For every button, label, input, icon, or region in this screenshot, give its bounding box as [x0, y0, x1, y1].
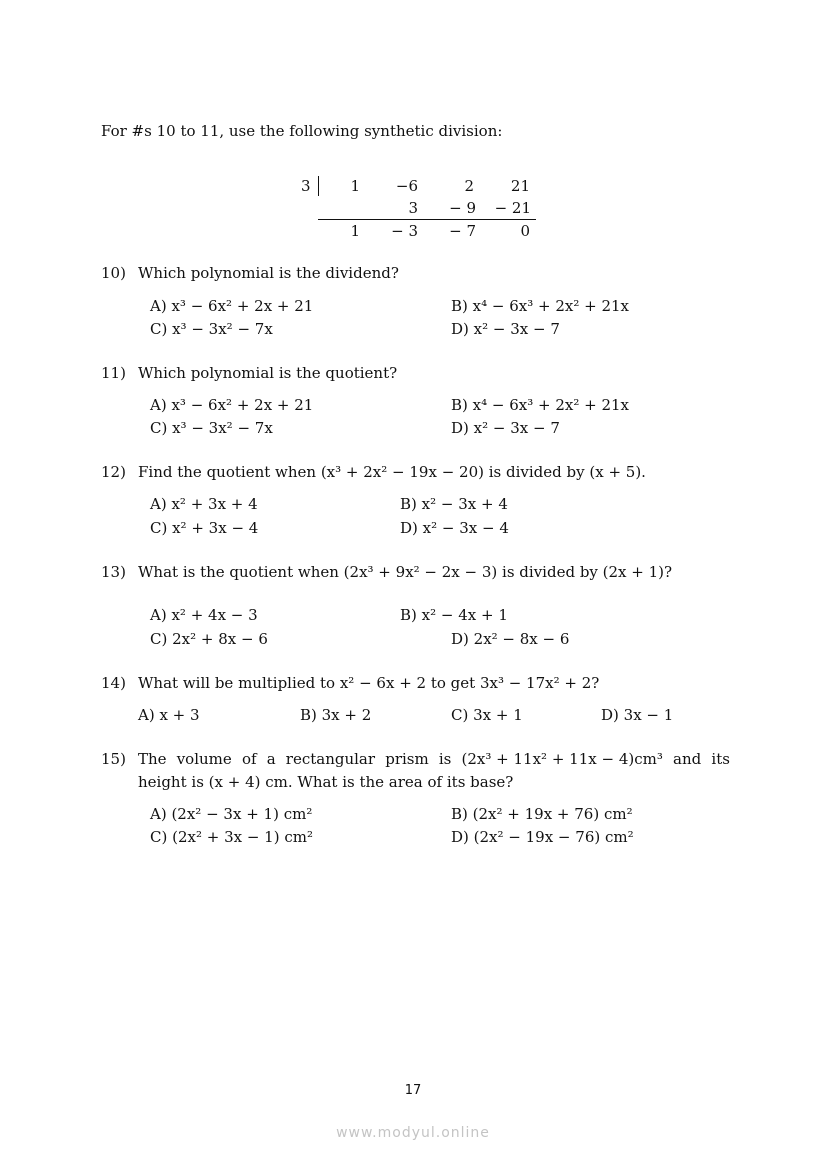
sd-cell: − 7: [449, 222, 476, 240]
option-a: A) x² + 4x − 3: [150, 606, 258, 624]
option-a: A) (2x² − 3x + 1) cm²: [150, 805, 313, 823]
question-text: [138, 750, 730, 768]
word: and: [673, 750, 702, 768]
option-b: B) 3x + 2: [300, 706, 372, 724]
option-a: A) x³ − 6x² + 2x + 21: [150, 396, 314, 414]
sd-cell: 21: [510, 177, 530, 195]
sd-cell: − 9: [449, 199, 476, 217]
question-text: Which polynomial is the quotient?: [138, 364, 398, 382]
sd-cell: −6: [395, 177, 418, 195]
sd-cell: − 21: [494, 199, 531, 217]
synthetic-division: [290, 170, 540, 245]
option-a: A) x + 3: [138, 706, 200, 724]
option-c: C) (2x² + 3x − 1) cm²: [150, 828, 313, 846]
option-c: C) x³ − 3x² − 7x: [150, 320, 273, 338]
option-b: B) x⁴ − 6x³ + 2x² + 21x: [451, 297, 630, 315]
option-b: B) x⁴ − 6x³ + 2x² + 21x: [451, 396, 630, 414]
question-text: What will be multiplied to x² − 6x + 2 to get 3x³ − 17x² + 2?: [138, 674, 600, 692]
question-text: What is the quotient when (2x³ + 9x² − 2x − 3) is divided by (2x + 1)?: [138, 563, 673, 581]
word: its: [711, 750, 730, 768]
option-c: C) 3x + 1: [451, 706, 523, 724]
option-a: A) x³ − 6x² + 2x + 21: [150, 297, 314, 315]
sd-cell: 1: [350, 222, 360, 240]
word: a: [266, 750, 276, 768]
word: volume: [176, 750, 232, 768]
question-number: 10): [101, 264, 126, 282]
page-number: 17: [404, 1083, 422, 1098]
option-a: A) x² + 3x + 4: [150, 495, 258, 513]
sd-divisor: 3: [301, 177, 311, 195]
option-d: D) x² − 3x − 7: [451, 320, 560, 338]
sd-cell: 3: [408, 199, 418, 217]
option-b: B) x² − 3x + 4: [400, 495, 508, 513]
word: rectangular: [285, 750, 376, 768]
question-number: 13): [101, 563, 126, 581]
sd-cell: 0: [520, 222, 530, 240]
word: of: [241, 750, 257, 768]
option-c: C) 2x² + 8x − 6: [150, 630, 268, 648]
option-d: D) x² − 3x − 7: [451, 419, 560, 437]
question-text-continued: height is (x + 4) cm. What is the area of its base?: [138, 773, 514, 791]
question-number: 14): [101, 674, 126, 692]
question-text: Find the quotient when (x³ + 2x² − 19x − 20) is divided by (x + 5).: [138, 463, 646, 481]
word: (2x³ + 11x² + 11x − 4)cm³: [461, 750, 663, 768]
sd-cell: − 3: [391, 222, 418, 240]
sd-cell: 2: [464, 177, 474, 195]
option-d: D) x² − 3x − 4: [400, 519, 509, 537]
sd-cell: 1: [350, 177, 360, 195]
sd-result-line: [318, 219, 536, 220]
option-b: B) (2x² + 19x + 76) cm²: [451, 805, 633, 823]
sd-divisor-bar: [318, 176, 319, 196]
question-number: 12): [101, 463, 126, 481]
word: is: [438, 750, 452, 768]
option-d: D) 3x − 1: [601, 706, 674, 724]
word: The: [138, 750, 167, 768]
watermark: www.modyul.online: [336, 1125, 490, 1141]
instructions: For #s 10 to 11, use the following synthetic division:: [101, 122, 503, 140]
option-b: B) x² − 4x + 1: [400, 606, 508, 624]
question-number: 11): [101, 364, 126, 382]
question-text: Which polynomial is the dividend?: [138, 264, 399, 282]
option-c: C) x³ − 3x² − 7x: [150, 419, 273, 437]
option-c: C) x² + 3x − 4: [150, 519, 259, 537]
option-d: D) 2x² − 8x − 6: [451, 630, 570, 648]
question-number: 15): [101, 750, 126, 768]
option-d: D) (2x² − 19x − 76) cm²: [451, 828, 634, 846]
word: prism: [385, 750, 429, 768]
